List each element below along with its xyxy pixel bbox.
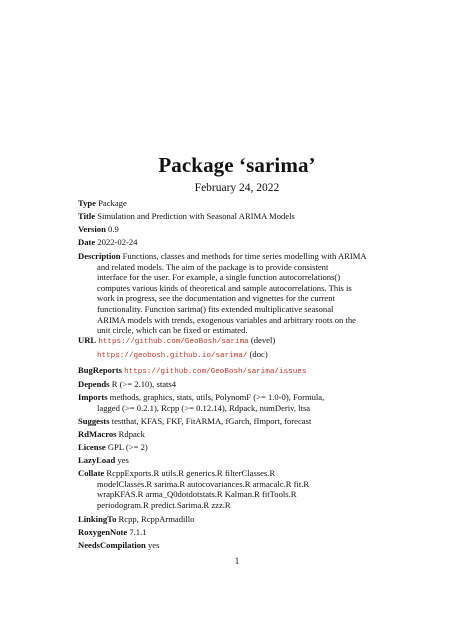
field-key: RdMacros	[78, 429, 117, 439]
field-key: Description	[78, 251, 121, 261]
field-value: Rcpp, RcppArmadillo	[118, 514, 195, 524]
package-title: Package ‘sarima’	[158, 153, 316, 177]
url-doc-link[interactable]: https://geobosh.github.io/sarima/	[97, 352, 248, 360]
field-value: Rdpack	[118, 429, 145, 439]
field-title	[78, 211, 418, 222]
description-line: unit circle, which can be fixed or estimated.	[97, 325, 248, 336]
imports-line: lagged (>= 0.2.1), Rcpp (>= 0.12.14), Rdpack, numDeriv, ltsa	[97, 402, 311, 413]
field-key: Imports	[78, 392, 108, 402]
field-key: RoxygenNote	[78, 527, 128, 537]
field-key: Depends	[78, 379, 110, 389]
field-value: testthat, KFAS, FKF, FitARMA, fGarch, fImport, forecast	[111, 416, 312, 426]
field-roxygennote	[78, 527, 418, 538]
bugreports-link[interactable]: https://github.com/GeoBosh/sarima/issues	[124, 368, 307, 376]
field-date	[78, 237, 418, 248]
collate-line: periodogram.R predict.Sarima.R zzz.R	[97, 499, 231, 510]
field-value: Package	[98, 198, 127, 208]
description-line: Functions, classes and methods for time series modelling with ARIMA	[122, 251, 367, 261]
field-lazyload	[78, 455, 418, 466]
field-url-doc	[97, 349, 437, 362]
field-value: 2022-02-24	[97, 237, 138, 247]
field-key: License	[78, 442, 106, 452]
description-line: interface for the user. For example, a single function autocorrelations()	[97, 272, 341, 283]
field-imports	[78, 392, 418, 413]
field-url	[78, 335, 418, 348]
field-type	[78, 198, 418, 209]
field-value: 7.1.1	[129, 527, 147, 537]
field-bugreports	[78, 365, 418, 378]
field-value: yes	[147, 540, 160, 550]
field-key: Version	[78, 224, 106, 234]
field-value: yes	[117, 455, 129, 465]
field-key: BugReports	[78, 365, 122, 375]
field-key: Date	[78, 237, 96, 247]
field-description	[78, 251, 418, 336]
field-key: Collate	[78, 468, 105, 478]
url-doc-note: (doc)	[249, 349, 268, 359]
description-line: and related models. The aim of the package is to provide consistent	[97, 261, 329, 272]
field-value: R (>= 2.10), stats4	[111, 379, 177, 389]
field-key: LazyLoad	[78, 455, 116, 465]
page-number: 1	[234, 556, 240, 566]
field-value: GPL (>= 2)	[107, 442, 148, 452]
field-linkingto	[78, 514, 418, 525]
field-key: Title	[78, 211, 96, 221]
url-devel-link[interactable]: https://github.com/GeoBosh/sarima	[98, 338, 249, 346]
collate-line: wrapKFAS.R arma_Q0dotdotstats.R Kalman.R fitTools.R	[97, 489, 297, 500]
field-suggests	[78, 416, 418, 427]
collate-line: modelClasses.R sarima.R autocovariances.R armacalc.R fit.R	[97, 478, 310, 489]
description-line: functionality. Function sarima() fits extended multiplicative seasonal	[97, 303, 334, 314]
package-date: February 24, 2022	[194, 182, 280, 194]
field-key: Suggests	[78, 416, 110, 426]
field-key: Type	[78, 198, 96, 208]
field-collate	[78, 468, 418, 510]
field-license	[78, 442, 418, 453]
field-needscompilation	[78, 540, 418, 551]
field-key: NeedsCompilation	[78, 540, 146, 550]
description-line: computes various kinds of theoretical and sample autocorrelations. This is	[97, 282, 352, 293]
field-key: URL	[78, 335, 97, 345]
field-depends	[78, 379, 418, 390]
description-line: ARIMA models with trends, exogenous variables and arbitrary roots on the	[97, 314, 356, 325]
url-devel-note: (devel)	[250, 335, 276, 345]
collate-line: RcppExports.R utils.R generics.R filterClasses.R	[106, 468, 276, 478]
field-value: 0.9	[108, 224, 119, 234]
field-rdmacros	[78, 429, 418, 440]
field-version	[78, 224, 418, 235]
description-line: work in progress, see the documentation and vignettes for the current	[97, 293, 335, 304]
field-key: LinkingTo	[78, 514, 117, 524]
field-value: Simulation and Prediction with Seasonal ARIMA Models	[97, 211, 295, 221]
imports-line: methods, graphics, stats, utils, PolynomF (>= 1.0-0), Formula,	[109, 392, 325, 402]
